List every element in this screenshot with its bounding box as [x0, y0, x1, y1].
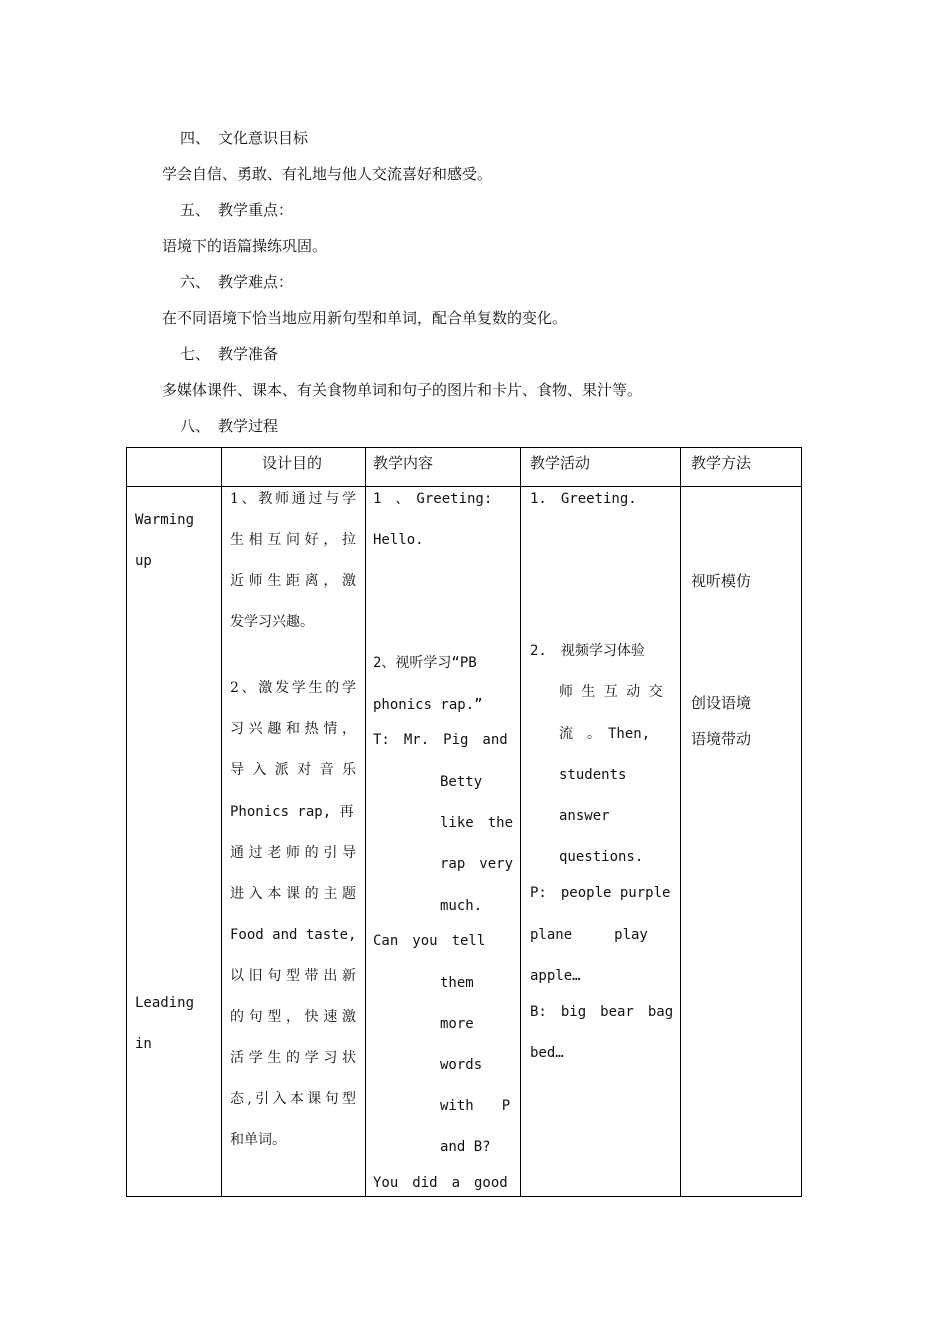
section-title: 教学准备: [218, 345, 279, 363]
table-border: [126, 447, 127, 1197]
content-line: Can you tell: [373, 933, 486, 949]
purpose-line: 和单词。: [230, 1132, 286, 1148]
section-title: 教学过程: [218, 417, 279, 435]
content-line: more: [440, 1016, 474, 1032]
stage-label: Warming: [135, 512, 195, 528]
activity-line: 流 。 Then,: [559, 726, 651, 742]
activity-line: questions.: [559, 849, 644, 865]
content-line: them: [440, 975, 474, 991]
table-border: [520, 447, 521, 1197]
purpose-line: 活学生的学习状: [230, 1050, 356, 1066]
section-body-6: 在不同语境下恰当地应用新句型和单词，配合单复数的变化。: [162, 309, 568, 327]
section-title: 文化意识目标: [218, 129, 309, 147]
purpose-line: Phonics rap, 再: [230, 804, 354, 820]
content-line: rap very: [440, 856, 514, 872]
activity-line: students: [559, 767, 627, 783]
section-title: 教学难点：: [218, 273, 294, 291]
table-border: [365, 447, 366, 1197]
table-border: [221, 447, 222, 1197]
section-heading-4: [180, 127, 308, 148]
table-border: [801, 447, 802, 1197]
purpose-line: 2、激发学生的学: [230, 680, 356, 696]
purpose-line: 1、教师通过与学: [230, 491, 356, 507]
table-border: [126, 447, 802, 448]
purpose-line: 近师生距离，激: [230, 573, 356, 589]
section-body-7: 多媒体课件、课本、有关食物单词和句子的图片和卡片、食物、果汁等。: [162, 381, 643, 399]
purpose-line: 通过老师的引导: [230, 845, 356, 861]
purpose-line: 生相互问好，拉: [230, 532, 356, 548]
purpose-line: 习兴趣和热情，: [230, 721, 356, 737]
content-line: Hello.: [373, 532, 424, 548]
purpose-line: 进入本课的主题: [230, 886, 356, 902]
table-header-method: 教学方法: [691, 454, 752, 472]
content-line: like the: [440, 815, 514, 831]
section-heading-5: [180, 199, 293, 220]
section-body-5: 语境下的语篇操练巩固。: [162, 237, 328, 255]
table-header-activity: 教学活动: [530, 454, 591, 472]
activity-line: P: people purple: [530, 885, 671, 901]
content-line: Betty: [440, 774, 483, 790]
table-header-purpose: 设计目的: [262, 454, 323, 472]
content-line: You did a good: [373, 1175, 508, 1191]
table-header-content: 教学内容: [373, 454, 434, 472]
activity-line: B: big bear bag: [530, 1004, 674, 1020]
table-border: [680, 447, 681, 1197]
content-line: much.: [440, 898, 483, 914]
section-heading-6: [180, 271, 293, 292]
content-line: words: [440, 1057, 483, 1073]
content-line: with P: [440, 1098, 511, 1114]
section-num: 五、: [180, 201, 211, 219]
content-line: 2、视听学习“PB: [373, 655, 477, 671]
stage-label: up: [135, 553, 152, 569]
purpose-line: Food and taste,: [230, 927, 357, 943]
purpose-line: 发学习兴趣。: [230, 614, 314, 630]
purpose-line: 以旧句型带出新: [230, 968, 356, 984]
activity-line: apple…: [530, 968, 581, 984]
method-line: 语境带动: [691, 730, 752, 748]
section-num: 七、: [180, 345, 211, 363]
activity-line: 1. Greeting.: [530, 491, 637, 507]
purpose-line: 态,引入本课句型: [230, 1091, 356, 1107]
content-line: phonics rap.”: [373, 697, 483, 713]
section-body-4: 学会自信、勇敢、有礼地与他人交流喜好和感受。: [162, 165, 493, 183]
activity-line: 师 生 互 动 交: [559, 684, 663, 700]
activity-line: 2. 视频学习体验: [530, 643, 645, 659]
section-num: 四、: [180, 129, 211, 147]
purpose-line: 导入派对音乐: [230, 762, 356, 778]
activity-line: answer: [559, 808, 610, 824]
section-num: 八、: [180, 417, 211, 435]
method-line: 视听模仿: [691, 572, 752, 590]
activity-line: bed…: [530, 1045, 564, 1061]
section-title: 教学重点：: [218, 201, 294, 219]
content-line: 1 、 Greeting:: [373, 491, 493, 507]
stage-label: in: [135, 1036, 152, 1052]
content-line: T: Mr. Pig and: [373, 732, 508, 748]
stage-label: Leading: [135, 995, 195, 1011]
section-heading-7: [180, 343, 278, 364]
activity-line: plane play: [530, 927, 648, 943]
section-heading-8: [180, 415, 278, 436]
section-num: 六、: [180, 273, 211, 291]
method-line: 创设语境: [691, 694, 752, 712]
content-line: and B?: [440, 1139, 491, 1155]
purpose-line: 的句型，快速激: [230, 1009, 356, 1025]
